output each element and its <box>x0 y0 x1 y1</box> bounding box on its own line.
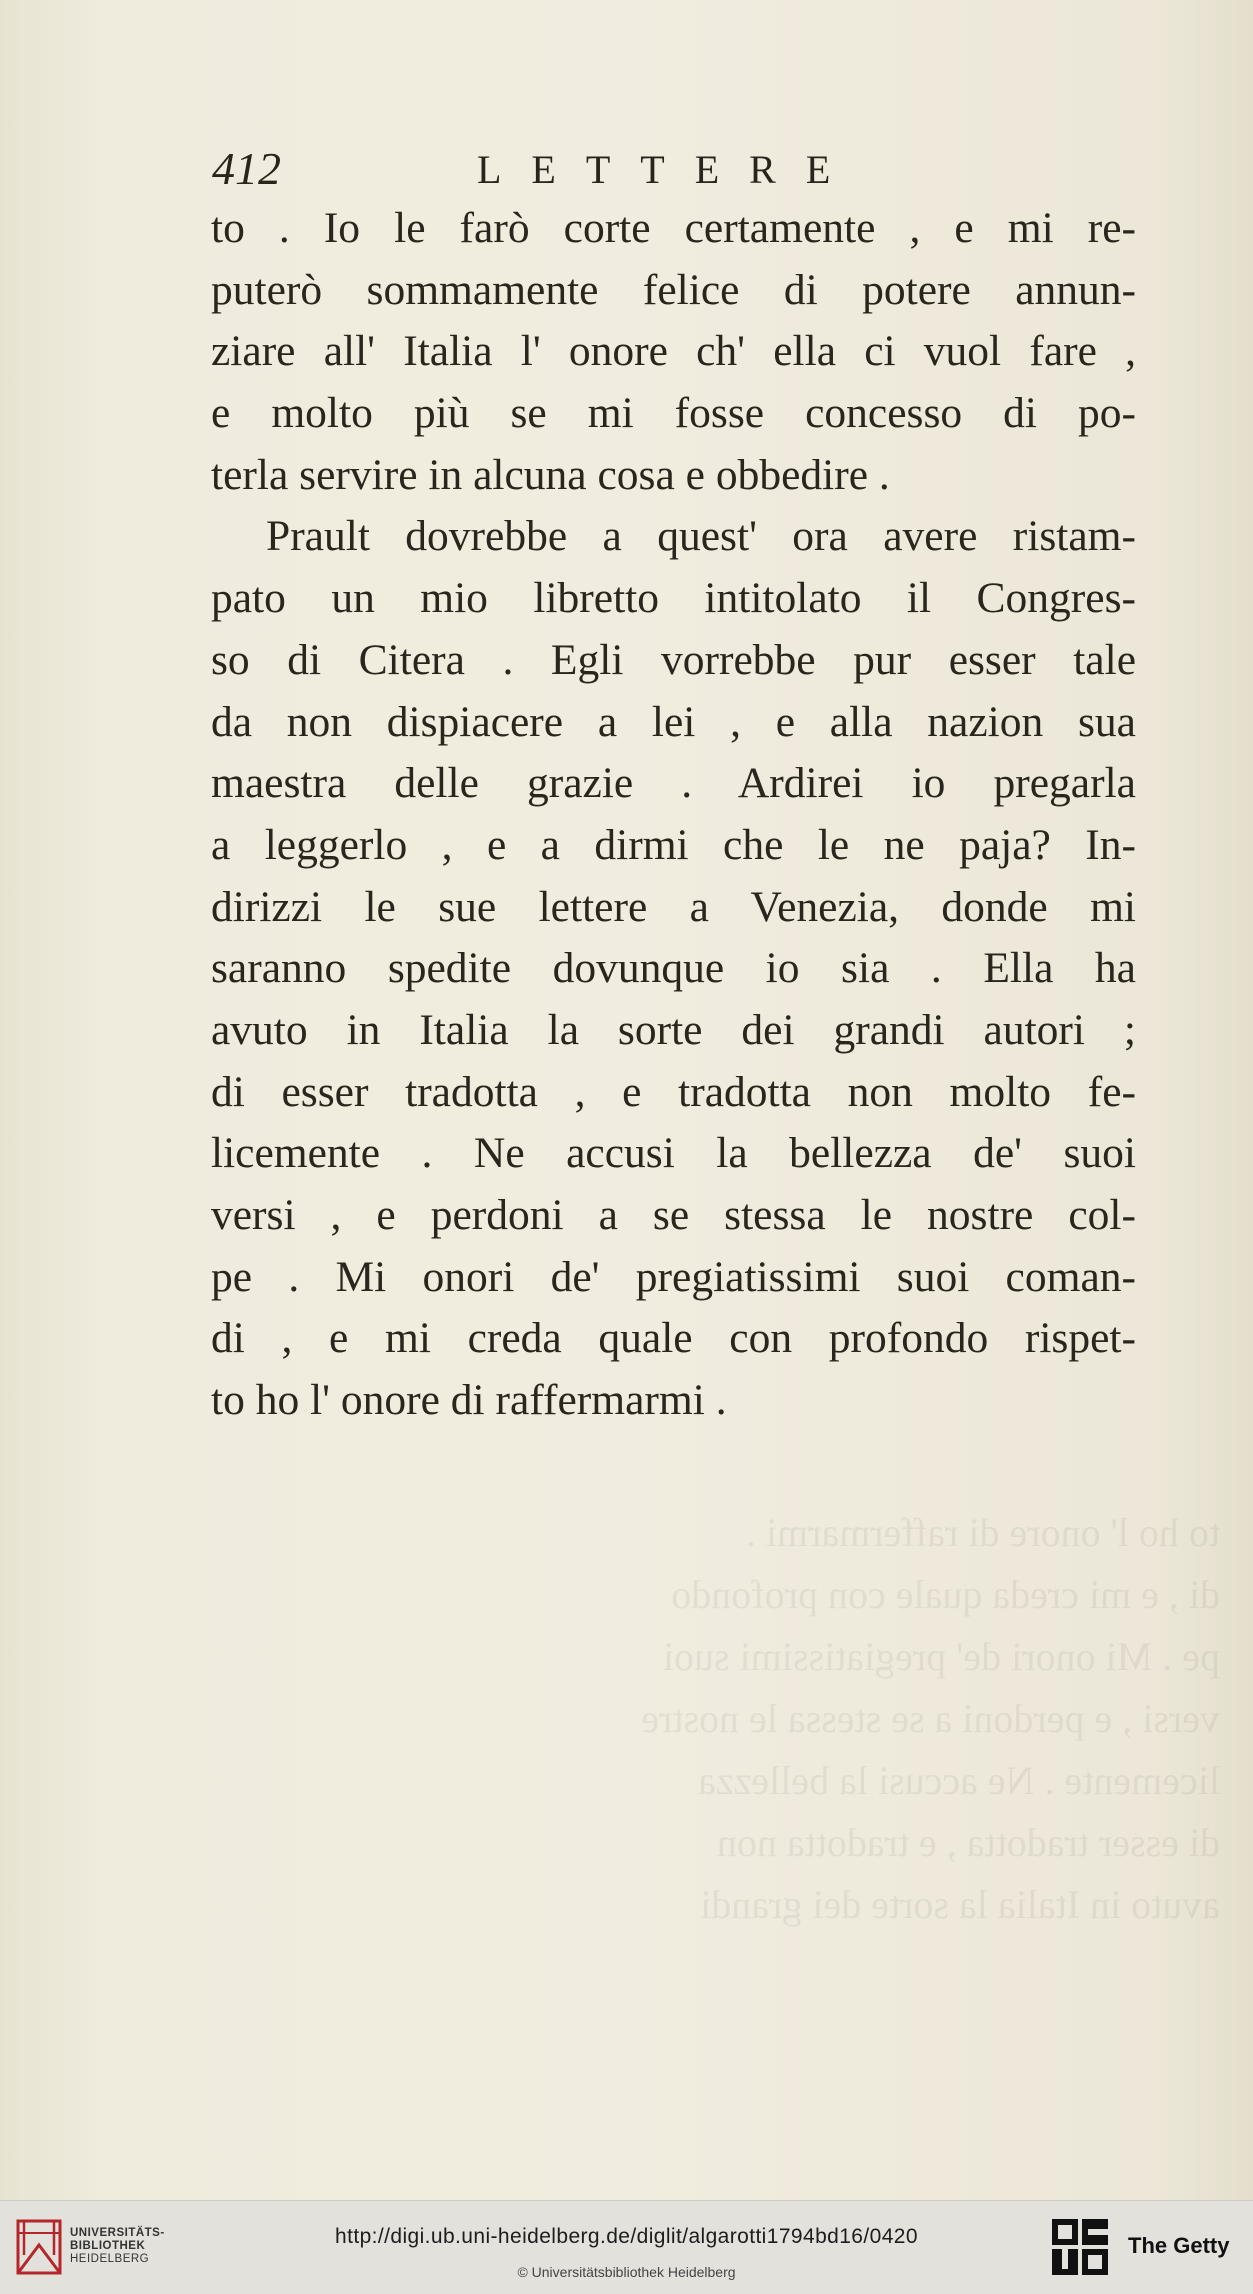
text-line: terla servire in alcuna cosa e obbedire . <box>211 450 890 499</box>
text-line: di , e mi creda quale con profondo rispet- <box>211 1314 1136 1363</box>
copyright-notice: © Universitätsbibliothek Heidelberg <box>517 2264 736 2280</box>
partner-name: The Getty <box>1128 2233 1230 2258</box>
body-text <box>211 198 1136 1432</box>
text-line: a leggerlo , e a dirmi che le ne paja? In- <box>211 820 1136 869</box>
text-line: avuto in Italia la sorte dei grandi autori ; <box>211 1005 1136 1054</box>
show-through-text: to ho l' onore di raffermarmi . di , e mi creda quale con profondo pe . Mi onori de' pregiatissimi suoi versi , e perdoni a se stessa le nostre licemente . Ne accusi la bellezza di esser tradotta , e tradotta non avuto in Italia la sorte dei grandi <box>641 1510 1220 1927</box>
text-line: di esser tradotta , e tradotta non molto fe- <box>211 1067 1136 1116</box>
text-line: to ho l' onore di raffermarmi . <box>211 1376 727 1425</box>
text-line: puterò sommamente felice di potere annun- <box>211 265 1136 314</box>
text-line: e molto più se mi fosse concesso di po- <box>211 389 1136 438</box>
text-line: versi , e perdoni a se stessa le nostre col- <box>211 1191 1136 1239</box>
library-city: HEIDELBERG <box>70 2253 150 2265</box>
library-name-line1: UNIVERSITÄTS- <box>70 2227 165 2239</box>
source-url-link[interactable]: http://digi.ub.uni-heidelberg.de/diglit/algarotti1794bd16/0420 <box>335 2225 918 2248</box>
text-line: pe . Mi onori de' pregiatissimi suoi coman- <box>211 1252 1136 1301</box>
page-header <box>212 142 912 202</box>
digitization-footer <box>0 2200 1253 2294</box>
text-line: licemente . Ne accusi la bellezza de' suoi <box>211 1129 1136 1178</box>
page-number: 412 <box>212 143 281 194</box>
text-line: ziare all' Italia l' onore ch' ella ci vuol fare , <box>211 327 1136 376</box>
text-line: Prault dovrebbe a quest' ora avere ristam- <box>266 512 1136 561</box>
text-line: dirizzi le sue lettere a Venezia, donde mi <box>211 882 1136 931</box>
text-line: so di Citera . Egli vorrebbe pur esser tale <box>211 635 1136 684</box>
text-line: da non dispiacere a lei , e alla nazion sua <box>211 697 1136 746</box>
library-name-line2: BIBLIOTHEK <box>70 2240 146 2252</box>
getty-logo-icon[interactable] <box>1052 2219 1108 2279</box>
running-title: LETTERE <box>477 147 861 192</box>
text-line: saranno spedite dovunque io sia . Ella ha <box>211 944 1136 993</box>
text-line: maestra delle grazie . Ardirei io pregarla <box>211 759 1136 808</box>
text-line: pato un mio libretto intitolato il Congres- <box>211 574 1136 623</box>
text-line: to . Io le farò corte certamente , e mi re- <box>211 204 1136 252</box>
